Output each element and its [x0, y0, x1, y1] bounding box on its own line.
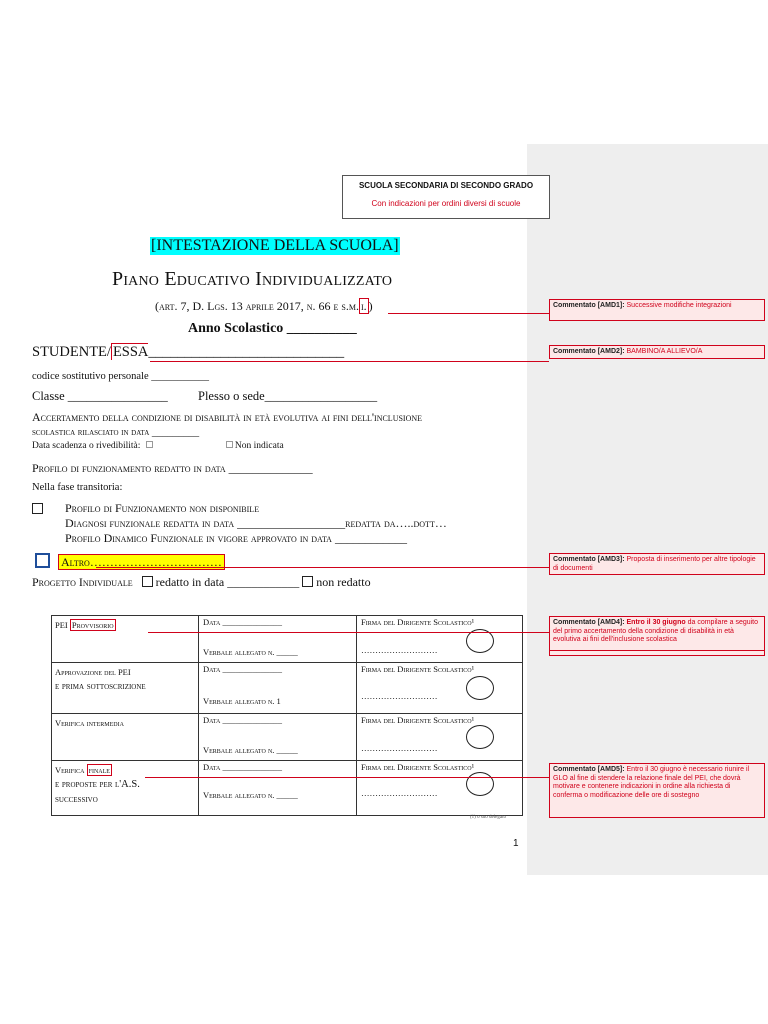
student-label-highlight: ESSA — [112, 344, 149, 360]
project-drafted-label: redatto in data ____________ — [155, 575, 300, 589]
project-drafted-checkbox[interactable] — [142, 576, 153, 587]
student-blank: ___________________________ — [148, 344, 345, 360]
table-footnote: (1) o suo delegato — [470, 815, 506, 820]
functioning-profile-field[interactable]: Profilo di funzionamento redatto in data ______________ — [32, 461, 313, 475]
stamp-circle — [466, 676, 494, 700]
assessment-line1: Accertamento della condizione di disabilità in età evolutiva ai fini dell'inclusione — [32, 410, 423, 424]
signature-cell — [357, 616, 523, 663]
row-label: Verifica — [55, 765, 85, 775]
verbale-field[interactable]: Verbale allegato n. _____ — [203, 745, 298, 755]
page-number: 1 — [513, 838, 519, 849]
signature-label: Firma del Dirigente Scolastico¹ — [361, 762, 475, 772]
comment-text: Proposta di inserimento per altre tipologie di documenti — [553, 556, 756, 572]
signature-dots[interactable]: ……………………… — [361, 691, 438, 701]
row-label-cell — [52, 761, 199, 816]
date-field[interactable]: Data ______________ — [203, 762, 282, 772]
class-field[interactable]: Classe ________________ — [32, 389, 168, 403]
verbale-field[interactable]: Verbale allegato n. _____ — [203, 790, 298, 800]
date-field[interactable]: Data ______________ — [203, 715, 282, 725]
comment-connector-1 — [388, 313, 549, 314]
signature-cell — [357, 761, 523, 816]
row-label-second: e proposte per l'A.S. — [55, 779, 140, 790]
profile-unavailable-label: Profilo di Funzionamento non disponibile — [65, 501, 260, 515]
date-field[interactable]: Data ______________ — [203, 664, 282, 674]
stamp-circle — [466, 725, 494, 749]
legal-reference-text: (art. 7, D. Lgs. 13 aprile 2017, n. 66 e s.m. — [155, 299, 359, 313]
not-indicated-checkbox[interactable] — [226, 441, 233, 448]
comment-text: BAMBINO/A ALLIEVO/A — [626, 348, 703, 355]
table-row — [52, 663, 523, 714]
individual-project-label: Progetto Individuale — [32, 575, 133, 589]
comment-label: Commentato [AMD2]: — [553, 348, 625, 355]
row-label-second: e prima sottoscrizione — [55, 681, 146, 692]
project-not-drafted-label: non redatto — [316, 575, 371, 589]
code-field[interactable]: codice sostitutivo personale ___________ — [32, 371, 210, 382]
date-cell — [199, 761, 357, 816]
row-label: Approvazione del PEI — [55, 667, 131, 677]
comment-label: Commentato [AMD1]: — [553, 302, 625, 309]
individual-project-row — [32, 575, 371, 590]
comment-connector-5 — [145, 777, 549, 778]
table-row — [52, 761, 523, 816]
other-label: Altro…………………………… — [58, 554, 225, 570]
pei-signature-table — [51, 615, 523, 816]
stamp-circle — [466, 772, 494, 796]
document-title: Piano Educativo Individualizzato — [112, 268, 393, 290]
project-not-drafted-checkbox[interactable] — [302, 576, 313, 587]
comment-amd5[interactable] — [549, 763, 765, 818]
verbale-field[interactable]: Verbale allegato n. _____ — [203, 647, 298, 657]
row-label-cell — [52, 616, 199, 663]
comment-label: Commentato [AMD3]: — [553, 556, 625, 563]
signature-label: Firma del Dirigente Scolastico¹ — [361, 715, 475, 725]
other-checkbox[interactable] — [35, 553, 50, 568]
dynamic-profile-field[interactable]: Profilo Dinamico Funzionale in vigore approvato in data ____________ — [65, 531, 407, 545]
row-label-third: successivo — [55, 794, 98, 805]
profile-unavailable-checkbox[interactable] — [32, 503, 43, 514]
expiry-checkbox[interactable] — [146, 441, 153, 448]
school-grade-note: Con indicazioni per ordini diversi di scuole — [371, 199, 521, 208]
comment-connector-2 — [150, 361, 549, 362]
row-label: PEI — [55, 620, 68, 630]
school-year-field[interactable]: Anno Scolastico __________ — [188, 321, 357, 336]
comment-connector-3 — [96, 567, 549, 568]
table-row — [52, 714, 523, 761]
row-label-highlight: Provvisorio — [71, 620, 114, 630]
comment-text: Entro il 30 giugno è necessario riunire il GLO al fine di stendere la relazione finale del PEI, che dovrà motivare e contenere indicazioni in ordine alla richiesta di conferma o modificazione delle ore di sostegno — [553, 766, 750, 799]
row-label-highlight: finale — [88, 765, 110, 775]
assessment-line2: scolastica rilasciato in data _________ — [32, 427, 200, 438]
signature-cell — [357, 714, 523, 761]
signature-label: Firma del Dirigente Scolastico¹ — [361, 664, 475, 674]
date-field[interactable]: Data ______________ — [203, 617, 282, 627]
row-label: Verifica intermedia — [55, 718, 124, 728]
comment-connector-4 — [148, 632, 549, 633]
not-indicated-label: Non indicata — [234, 441, 284, 451]
comment-amd1[interactable] — [549, 299, 765, 321]
site-field[interactable]: Plesso o sede__________________ — [198, 389, 378, 403]
comment-emphasis: Entro il 30 giugno — [626, 619, 686, 626]
comment-text: Successive modifiche integrazioni — [626, 302, 732, 309]
date-cell — [199, 663, 357, 714]
student-field[interactable] — [32, 344, 344, 361]
comment-label: Commentato [AMD5]: — [553, 766, 625, 773]
comment-label: Commentato [AMD4]: — [553, 619, 625, 626]
legal-reference-end: ) — [368, 299, 373, 313]
comment-amd4-divider — [549, 650, 765, 651]
date-cell — [199, 714, 357, 761]
verbale-field[interactable]: Verbale allegato n. 1 — [203, 696, 281, 706]
comment-text: da compilare a seguito del primo accertamento della condizione di disabilità in età evolutiva ai fini dell'inclusione scolastica — [553, 619, 759, 643]
assessment-expiry-row — [32, 441, 284, 451]
date-cell — [199, 616, 357, 663]
legal-reference-highlight: i. — [360, 299, 367, 313]
signature-dots[interactable]: ……………………… — [361, 743, 438, 753]
functional-diagnosis-field[interactable]: Diagnosi funzionale redatta in data __________________redatta da…..dott… — [65, 516, 447, 530]
school-header-placeholder: [INTESTAZIONE DELLA SCUOLA] — [151, 237, 399, 254]
table-row — [52, 616, 523, 663]
signature-dots[interactable]: ……………………… — [361, 788, 438, 798]
expiry-label: Data scadenza o rivedibilità: — [32, 441, 141, 451]
signature-cell — [357, 663, 523, 714]
school-grade-label: SCUOLA SECONDARIA DI SECONDO GRADO — [358, 181, 534, 190]
legal-reference — [155, 299, 373, 314]
comment-amd2[interactable] — [549, 345, 765, 359]
signature-dots[interactable]: ……………………… — [361, 645, 438, 655]
row-label-cell — [52, 714, 199, 761]
transitional-phase-label: Nella fase transitoria: — [32, 482, 123, 493]
comment-amd3[interactable] — [549, 553, 765, 575]
student-label: STUDENTE/ — [32, 344, 111, 360]
signature-label: Firma del Dirigente Scolastico¹ — [361, 617, 475, 627]
row-label-cell — [52, 663, 199, 714]
